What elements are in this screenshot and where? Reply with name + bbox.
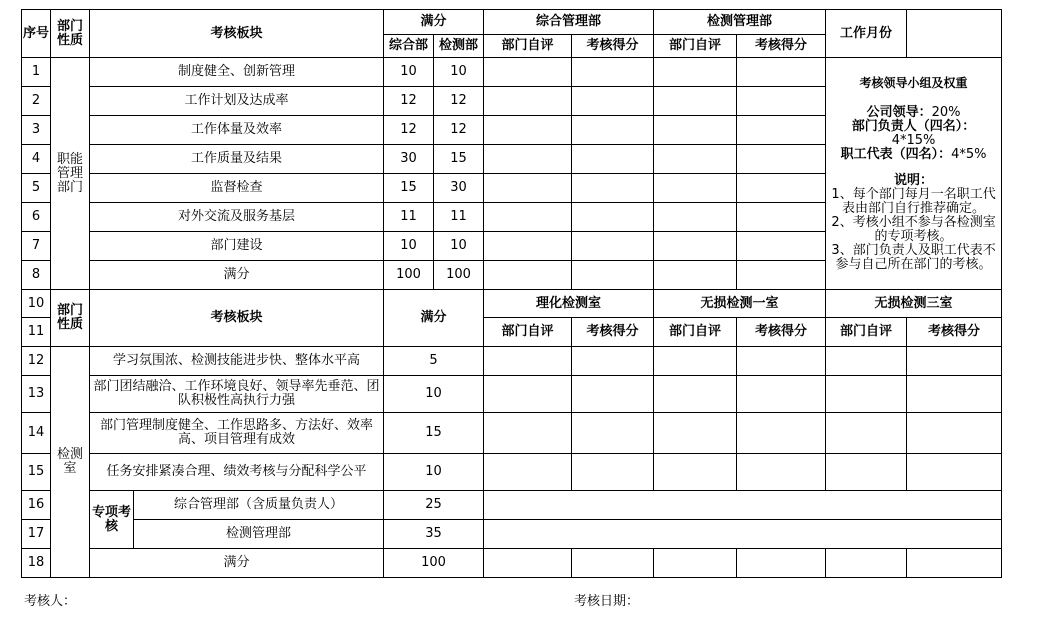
module-header-2: 考核板块 [90, 290, 384, 347]
row-item: 工作计划及达成率 [90, 87, 384, 116]
row-item: 对外交流及服务基层 [90, 203, 384, 232]
notes-title: 考核领导小组及权重 [859, 76, 968, 90]
row-no: 13 [22, 376, 51, 413]
lab1-score-cell[interactable] [572, 376, 654, 413]
explain-label: 说明： [894, 173, 934, 188]
full-value: 15 [384, 413, 484, 454]
dept-b-self-cell[interactable] [654, 203, 737, 232]
lab3-score-header: 考核得分 [907, 318, 1002, 347]
full-value: 5 [384, 347, 484, 376]
dept-a-score-header: 考核得分 [572, 35, 654, 58]
dept-a-score-cell[interactable] [572, 174, 654, 203]
lab2-score-cell[interactable] [737, 413, 826, 454]
notes-panel [826, 58, 1002, 290]
row-no: 6 [22, 203, 51, 232]
lab3-self-cell[interactable] [826, 454, 907, 491]
full-jc-header: 检测部 [434, 35, 484, 58]
company-weight-value: 20% [931, 105, 961, 120]
row-no: 4 [22, 145, 51, 174]
row-no: 10 [22, 290, 51, 318]
dept-b-score-cell[interactable] [737, 58, 826, 87]
dept-a-score-cell[interactable] [572, 87, 654, 116]
dept-a-self-cell[interactable] [484, 145, 572, 174]
dept-b-self-cell[interactable] [654, 58, 737, 87]
full-zh-value: 12 [384, 87, 434, 116]
full-zh-value: 10 [384, 58, 434, 87]
row-item: 检测管理部 [134, 520, 384, 549]
row-item: 学习氛围浓、检测技能进步快、整体水平高 [90, 347, 384, 376]
lab1-header: 理化检测室 [484, 290, 654, 318]
row-no: 8 [22, 261, 51, 290]
lab3-self-cell[interactable] [826, 413, 907, 454]
staff-weight-value: 4*5% [951, 147, 987, 162]
dept-b-score-cell[interactable] [737, 261, 826, 290]
full-zh-value: 12 [384, 116, 434, 145]
dept-a-self-cell[interactable] [484, 87, 572, 116]
dept-a-self-header: 部门自评 [484, 35, 572, 58]
row-item-total: 满分 [90, 261, 384, 290]
full-jc-value: 12 [434, 116, 484, 145]
lab1-self-cell[interactable] [484, 413, 572, 454]
dept-type-header-2: 部门性质 [51, 290, 90, 347]
dept-b-header: 检测管理部 [654, 10, 826, 35]
special-assessment-label: 专项考核 [90, 491, 134, 549]
lab3-score-cell[interactable] [907, 347, 1002, 376]
lab2-score-cell[interactable] [737, 454, 826, 491]
full-zh-value: 30 [384, 145, 434, 174]
row-no: 11 [22, 318, 51, 347]
row-item: 综合管理部（含质量负责人） [134, 491, 384, 520]
lab3-score-cell[interactable] [907, 549, 1002, 578]
work-month-cell[interactable] [907, 10, 1002, 58]
lab2-self-cell[interactable] [654, 549, 737, 578]
full-value: 35 [384, 520, 484, 549]
dept-a-self-cell[interactable] [484, 261, 572, 290]
row-no: 16 [22, 491, 51, 520]
seq-header: 序号 [22, 10, 51, 58]
dept-a-self-cell[interactable] [484, 203, 572, 232]
row-no: 17 [22, 520, 51, 549]
full-header-2: 满分 [384, 290, 484, 347]
row-no: 1 [22, 58, 51, 87]
dept-b-self-cell[interactable] [654, 174, 737, 203]
dept-b-score-cell[interactable] [737, 203, 826, 232]
lab2-score-cell[interactable] [737, 376, 826, 413]
head-weight-value: 4*15% [891, 133, 936, 148]
row-item: 部门建设 [90, 232, 384, 261]
full-zh-value: 10 [384, 232, 434, 261]
dept-a-self-cell[interactable] [484, 232, 572, 261]
lab3-self-cell[interactable] [826, 549, 907, 578]
dept-b-self-cell[interactable] [654, 232, 737, 261]
row-no: 2 [22, 87, 51, 116]
lab2-score-cell[interactable] [737, 549, 826, 578]
dept-b-score-cell[interactable] [737, 116, 826, 145]
full-zh-header: 综合部 [384, 35, 434, 58]
row-item-total: 满分 [90, 549, 384, 578]
lab1-self-cell[interactable] [484, 454, 572, 491]
full-jc-value: 10 [434, 232, 484, 261]
dept-type-lab: 检测室 [51, 347, 90, 578]
special-score-cell[interactable] [484, 491, 1002, 520]
full-jc-value: 30 [434, 174, 484, 203]
row-item: 任务安排紧凑合理、绩效考核与分配科学公平 [90, 454, 384, 491]
lab2-header: 无损检测一室 [654, 290, 826, 318]
row-item: 工作体量及效率 [90, 116, 384, 145]
dept-a-score-cell[interactable] [572, 203, 654, 232]
lab3-score-cell[interactable] [907, 454, 1002, 491]
head-weight-label: 部门负责人（四名）： [851, 119, 976, 134]
dept-a-score-cell[interactable] [572, 232, 654, 261]
dept-b-self-cell[interactable] [654, 116, 737, 145]
row-no: 12 [22, 347, 51, 376]
module-header: 考核板块 [90, 10, 384, 58]
lab2-self-cell[interactable] [654, 454, 737, 491]
dept-a-self-cell[interactable] [484, 58, 572, 87]
full-jc-value: 11 [434, 203, 484, 232]
row-no: 7 [22, 232, 51, 261]
assessment-table [21, 9, 1002, 578]
row-item: 监督检查 [90, 174, 384, 203]
dept-b-score-cell[interactable] [737, 174, 826, 203]
dept-b-score-cell[interactable] [737, 87, 826, 116]
dept-a-score-cell[interactable] [572, 261, 654, 290]
full-jc-value: 12 [434, 87, 484, 116]
dept-a-score-cell[interactable] [572, 58, 654, 87]
full-zh-value: 11 [384, 203, 434, 232]
lab1-self-cell[interactable] [484, 376, 572, 413]
full-jc-value: 10 [434, 58, 484, 87]
lab2-score-cell[interactable] [737, 347, 826, 376]
explain-item: 3、部门负责人及职工代表不参与自己所在部门的考核。 [831, 243, 996, 272]
lab2-self-cell[interactable] [654, 347, 737, 376]
reviewer-label: 考核人： [24, 594, 77, 609]
lab2-self-cell[interactable] [654, 376, 737, 413]
row-no: 3 [22, 116, 51, 145]
row-no: 14 [22, 413, 51, 454]
full-value: 10 [384, 454, 484, 491]
lab1-score-cell[interactable] [572, 549, 654, 578]
lab3-self-cell[interactable] [826, 347, 907, 376]
lab1-score-cell[interactable] [572, 454, 654, 491]
row-item: 部门团结融洽、工作环境良好、领导率先垂范、团队积极性高执行力强 [90, 376, 384, 413]
dept-b-score-cell[interactable] [737, 145, 826, 174]
lab2-self-cell[interactable] [654, 413, 737, 454]
full-zh-total: 100 [384, 261, 434, 290]
lab2-score-header: 考核得分 [737, 318, 826, 347]
dept-b-self-header: 部门自评 [654, 35, 737, 58]
row-item: 工作质量及结果 [90, 145, 384, 174]
lab2-self-header: 部门自评 [654, 318, 737, 347]
dept-a-header: 综合管理部 [484, 10, 654, 35]
review-date-label: 考核日期： [574, 594, 640, 609]
dept-b-self-cell[interactable] [654, 145, 737, 174]
full-score-header: 满分 [384, 10, 484, 35]
explain-item: 2、考核小组不参与各检测室的专项考核。 [831, 215, 996, 244]
dept-a-score-cell[interactable] [572, 145, 654, 174]
full-jc-value: 15 [434, 145, 484, 174]
dept-b-score-cell[interactable] [737, 232, 826, 261]
lab3-self-cell[interactable] [826, 376, 907, 413]
dept-type-functional: 职能管理部门 [51, 58, 90, 290]
lab1-score-cell[interactable] [572, 413, 654, 454]
special-score-cell[interactable] [484, 520, 1002, 549]
row-no: 5 [22, 174, 51, 203]
dept-b-self-cell[interactable] [654, 87, 737, 116]
company-weight-label: 公司领导： [866, 105, 932, 120]
work-month-label: 工作月份 [826, 10, 907, 58]
lab3-score-cell[interactable] [907, 413, 1002, 454]
lab1-score-header: 考核得分 [572, 318, 654, 347]
dept-type-header: 部门性质 [51, 10, 90, 58]
lab1-self-cell[interactable] [484, 347, 572, 376]
lab1-self-header: 部门自评 [484, 318, 572, 347]
lab1-score-cell[interactable] [572, 347, 654, 376]
row-item: 部门管理制度健全、工作思路多、方法好、效率高、项目管理有成效 [90, 413, 384, 454]
full-zh-value: 15 [384, 174, 434, 203]
full-jc-total: 100 [434, 261, 484, 290]
dept-a-self-cell[interactable] [484, 174, 572, 203]
full-total: 100 [384, 549, 484, 578]
lab3-self-header: 部门自评 [826, 318, 907, 347]
dept-a-score-cell[interactable] [572, 116, 654, 145]
lab1-self-cell[interactable] [484, 549, 572, 578]
full-value: 25 [384, 491, 484, 520]
dept-a-self-cell[interactable] [484, 116, 572, 145]
row-no: 15 [22, 454, 51, 491]
dept-b-score-header: 考核得分 [737, 35, 826, 58]
row-item: 制度健全、创新管理 [90, 58, 384, 87]
explain-item: 1、每个部门每月一名职工代表由部门自行推荐确定。 [831, 187, 996, 216]
full-value: 10 [384, 376, 484, 413]
lab3-score-cell[interactable] [907, 376, 1002, 413]
lab3-header: 无损检测三室 [826, 290, 1002, 318]
row-no: 18 [22, 549, 51, 578]
staff-weight-label: 职工代表（四名）： [840, 147, 952, 162]
dept-b-self-cell[interactable] [654, 261, 737, 290]
